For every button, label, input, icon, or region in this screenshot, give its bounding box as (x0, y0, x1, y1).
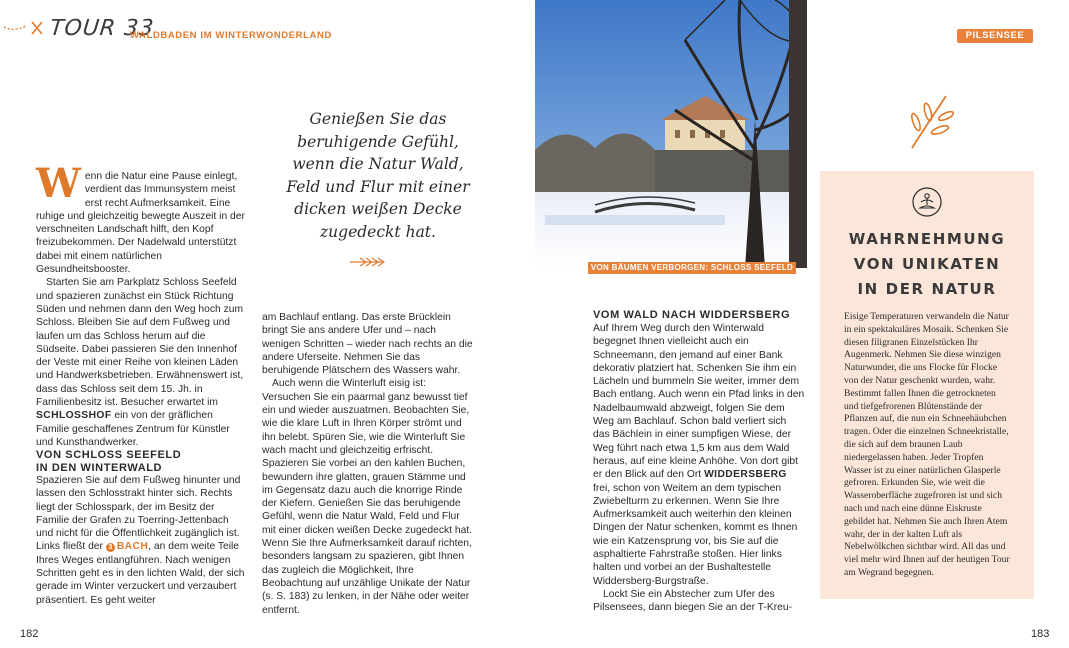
column-2-paragraph-2: Auch wenn die Winterluft eisig ist: Versuchen Sie ein paarmal ganz bewusst tief ein und wieder auszuatmen. Beobachten Sie, wie die klare Luft in Ihren Körper strömt und ihn belebt. Spüren Sie, wie die Winterluft Sie wach macht und gleichzeitig erfrischt. Spazieren Sie vorbei an den kahlen Buchen, bewundern ihre glatten, grauen Stämme und im Gegensatz dazu auch die knorrige Rinde der Kiefern. Genießen Sie das beruhigende Gefühl, wenn die Natur Wald, Feld und Flur mit einer dicken weißen Decke zugedeckt hat. Wenn Sie Ihre Aufmerksamkeit darauf richten, besonders langsam zu spazieren, gibt Ihnen das zugleich die Möglichkeit, Ihre Beobachtung auf unzählige Unikate der Natur (s. S. 183) zu lenken, in der Nähe oder weiter entfernt. (262, 378, 473, 616)
section-2-text-end: frei, schon von Weitem an dem typischen Zwiebelturm zu erkennen. Wenn Sie Ihre Aufmerksamkeit auch weiterhin den kleinen Dingen der Natur schenken, kommt es Ihnen wie ein Katzensprung vor, bis Sie auf die asphaltierte Fahrstraße stoßen. Hier links halten und vorbei an der Bushaltestelle Widdersberg-Burgstraße. (593, 482, 798, 587)
section-1-text-end: , an dem weite Teile Ihres Weges entlangführen. Nach wenigen Schritten geht es in den lichten Wald, der sich gerade im Winter verzuckert und verzaubert präsentiert. Es geht weiter (36, 541, 245, 606)
quote-line: Feld und Flur mit einer (286, 177, 470, 196)
section-2-text: Auf Ihrem Weg durch den Winterwald begegnet Ihnen vielleicht auch ein Schneemann, den jemand auf einer Bank dekorativ platziert hat. Schenken Sie ihm ein Lächeln und bummeln Sie weiter, immer dem Bach entlang. Auch wenn ein Pfad links in den Nadelbaumwald abzweigt, folgen Sie dem Weg am Bachlauf. Schon bald verliert sich das Bächlein in einer sumpfigen Wiese, der Weg führt nach etwa 1,5 km aus dem Wald heraus, auf eine kleine Anhöhe. Von dort gibt er den Blick auf den Ort (593, 323, 805, 481)
section-2-heading: VOM WALD NACH WIDDERSBERG (593, 309, 791, 321)
intro-paragraph-2-end: ein von der gräflichen Familie geschaffenes Zentrum für Künstler und Kunsthandwerker. (36, 410, 230, 448)
page-number-right: 183 (1031, 628, 1050, 640)
page-number-left: 182 (20, 628, 39, 640)
section-1-heading-line-1: VON SCHLOSS SEEFELD (36, 449, 182, 461)
sidebar-title-line: IN DER NATUR (857, 280, 997, 298)
sidebar-title-line: WAHRNEHMUNG (848, 230, 1006, 248)
tour-subtitle: WALDBADEN IM WINTERWONDERLAND (130, 30, 332, 41)
column-2-text (262, 311, 475, 617)
widdersberg-highlight: WIDDERSBERG (704, 469, 787, 481)
map-marker-icon: 3 (106, 543, 115, 552)
schlosshof-highlight: SCHLOSSHOF (36, 410, 112, 422)
arrow-doodle-icon (4, 18, 48, 40)
section-1 (36, 449, 248, 607)
section-1-heading-line-2: IN DEN WINTERWALD (36, 461, 163, 474)
quote-line: zugedeckt hat. (320, 222, 436, 241)
region-pill: PILSENSEE (957, 29, 1033, 43)
sidebar-title (826, 227, 1028, 302)
quote-line: wenn die Natur Wald, (292, 155, 464, 173)
arrow-ornament-icon (348, 255, 388, 269)
section-1-text: Spazieren Sie auf dem Fußweg hinunter und lassen den Schlosstrakt hinter sich. Rechts liegt der Schlosspark, der im Besitz der Familie der Grafen zu Toerring-Jettenbach und nicht für die Öffentlichkeit zugänglich ist. Links fließt der (36, 475, 241, 553)
quote-line: dicken weißen Decke (294, 200, 462, 218)
intro-paragraph-1: enn die Natur eine Pause einlegt, verdient das Immunsystem meist erst recht Aufmerksamkeit. Eine ruhige und gleichzeitig bewegte Auszeit in der verschneiten Landschaft hilft, den Kopf freizubekommen. Der Nadelwald unterstützt dabei mit einem natürlichen Gesundheitsbooster. (36, 171, 245, 276)
section-2 (593, 322, 805, 615)
quote-line: beruhigende Gefühl, (297, 132, 459, 151)
photo-caption: VON BÄUMEN VERBORGEN: SCHLOSS SEEFELD (588, 262, 796, 274)
meditation-icon (911, 186, 943, 218)
tour-title: TOUR 33 (48, 16, 156, 41)
drop-cap: W (36, 160, 81, 207)
branch-icon (902, 92, 954, 150)
sidebar-title-line: VON UNIKATEN (853, 255, 1001, 273)
section-2-paragraph-2: Lockt Sie ein Abstecher zum Ufer des Pilsensees, dann biegen Sie an der T-Kreu- (593, 588, 793, 614)
intro-paragraph-2: Starten Sie am Parkplatz Schloss Seefeld und spazieren zunächst ein Stück Richtung Süden und nehmen dann den Weg hoch zum Schloss. Bleiben Sie auf dem Fußweg und laufen um das Schloss herum auf die Südseite. Dabei passieren Sie den Innenhof der Veste mit einer Reihe von kleinen Läden und Handwerksbetrieben. Erwähnenswert ist, dass das Schloss seit dem 15. Jh. in Familienbesitz ist. Besucher erwartet im (36, 277, 244, 409)
column-2-paragraph-1: am Bachlauf entlang. Das erste Brücklein bringt Sie ans andere Ufer und – nach wenigen Schritten – wieder nach rechts an die andere Uferseite. Nehmen Sie das beruhigende Plätschern des Wassers wahr. (262, 312, 473, 377)
quote-line: Genießen Sie das (309, 110, 447, 128)
pull-quote (278, 108, 478, 243)
bach-highlight: BACH (116, 541, 149, 553)
intro-text (36, 160, 248, 449)
sidebar-text: Eisige Temperaturen verwandeln die Natur in ein spektakuläres Mosaik. Schenken Sie diesen filigranen Einzelstücken Ihr Augenmerk. Nehmen Sie diese winzigen Naturwunder, die uns Flocke für Flocke von der Natur geschenkt wurden, wahr. Bestimmt fallen Ihnen die getrockneten und tiefgefrorenen Blütenstände der Pflanzen auf, die nun ein Schneehäubchen tragen. Oder die einzelnen Schneekristalle, die sich auf dem braunen Laub niedergelassen haben. Jeder Tropfen Wasser ist zu einer natürlichen Glasperle gefroren. Erkunden Sie, wie weit die Wasseroberfläche zugefroren ist und sich nach und nach eine dünne Eiskruste gebildet hat. Nehmen Sie auch Ihren Atem wahr, der in der kalten Luft als Nebelwölkchen sichtbar wird. All das und viel mehr wird Ihnen auf der heutigen Tour am Wegrand begegnen. (844, 311, 1010, 578)
castle-photo (535, 0, 807, 268)
